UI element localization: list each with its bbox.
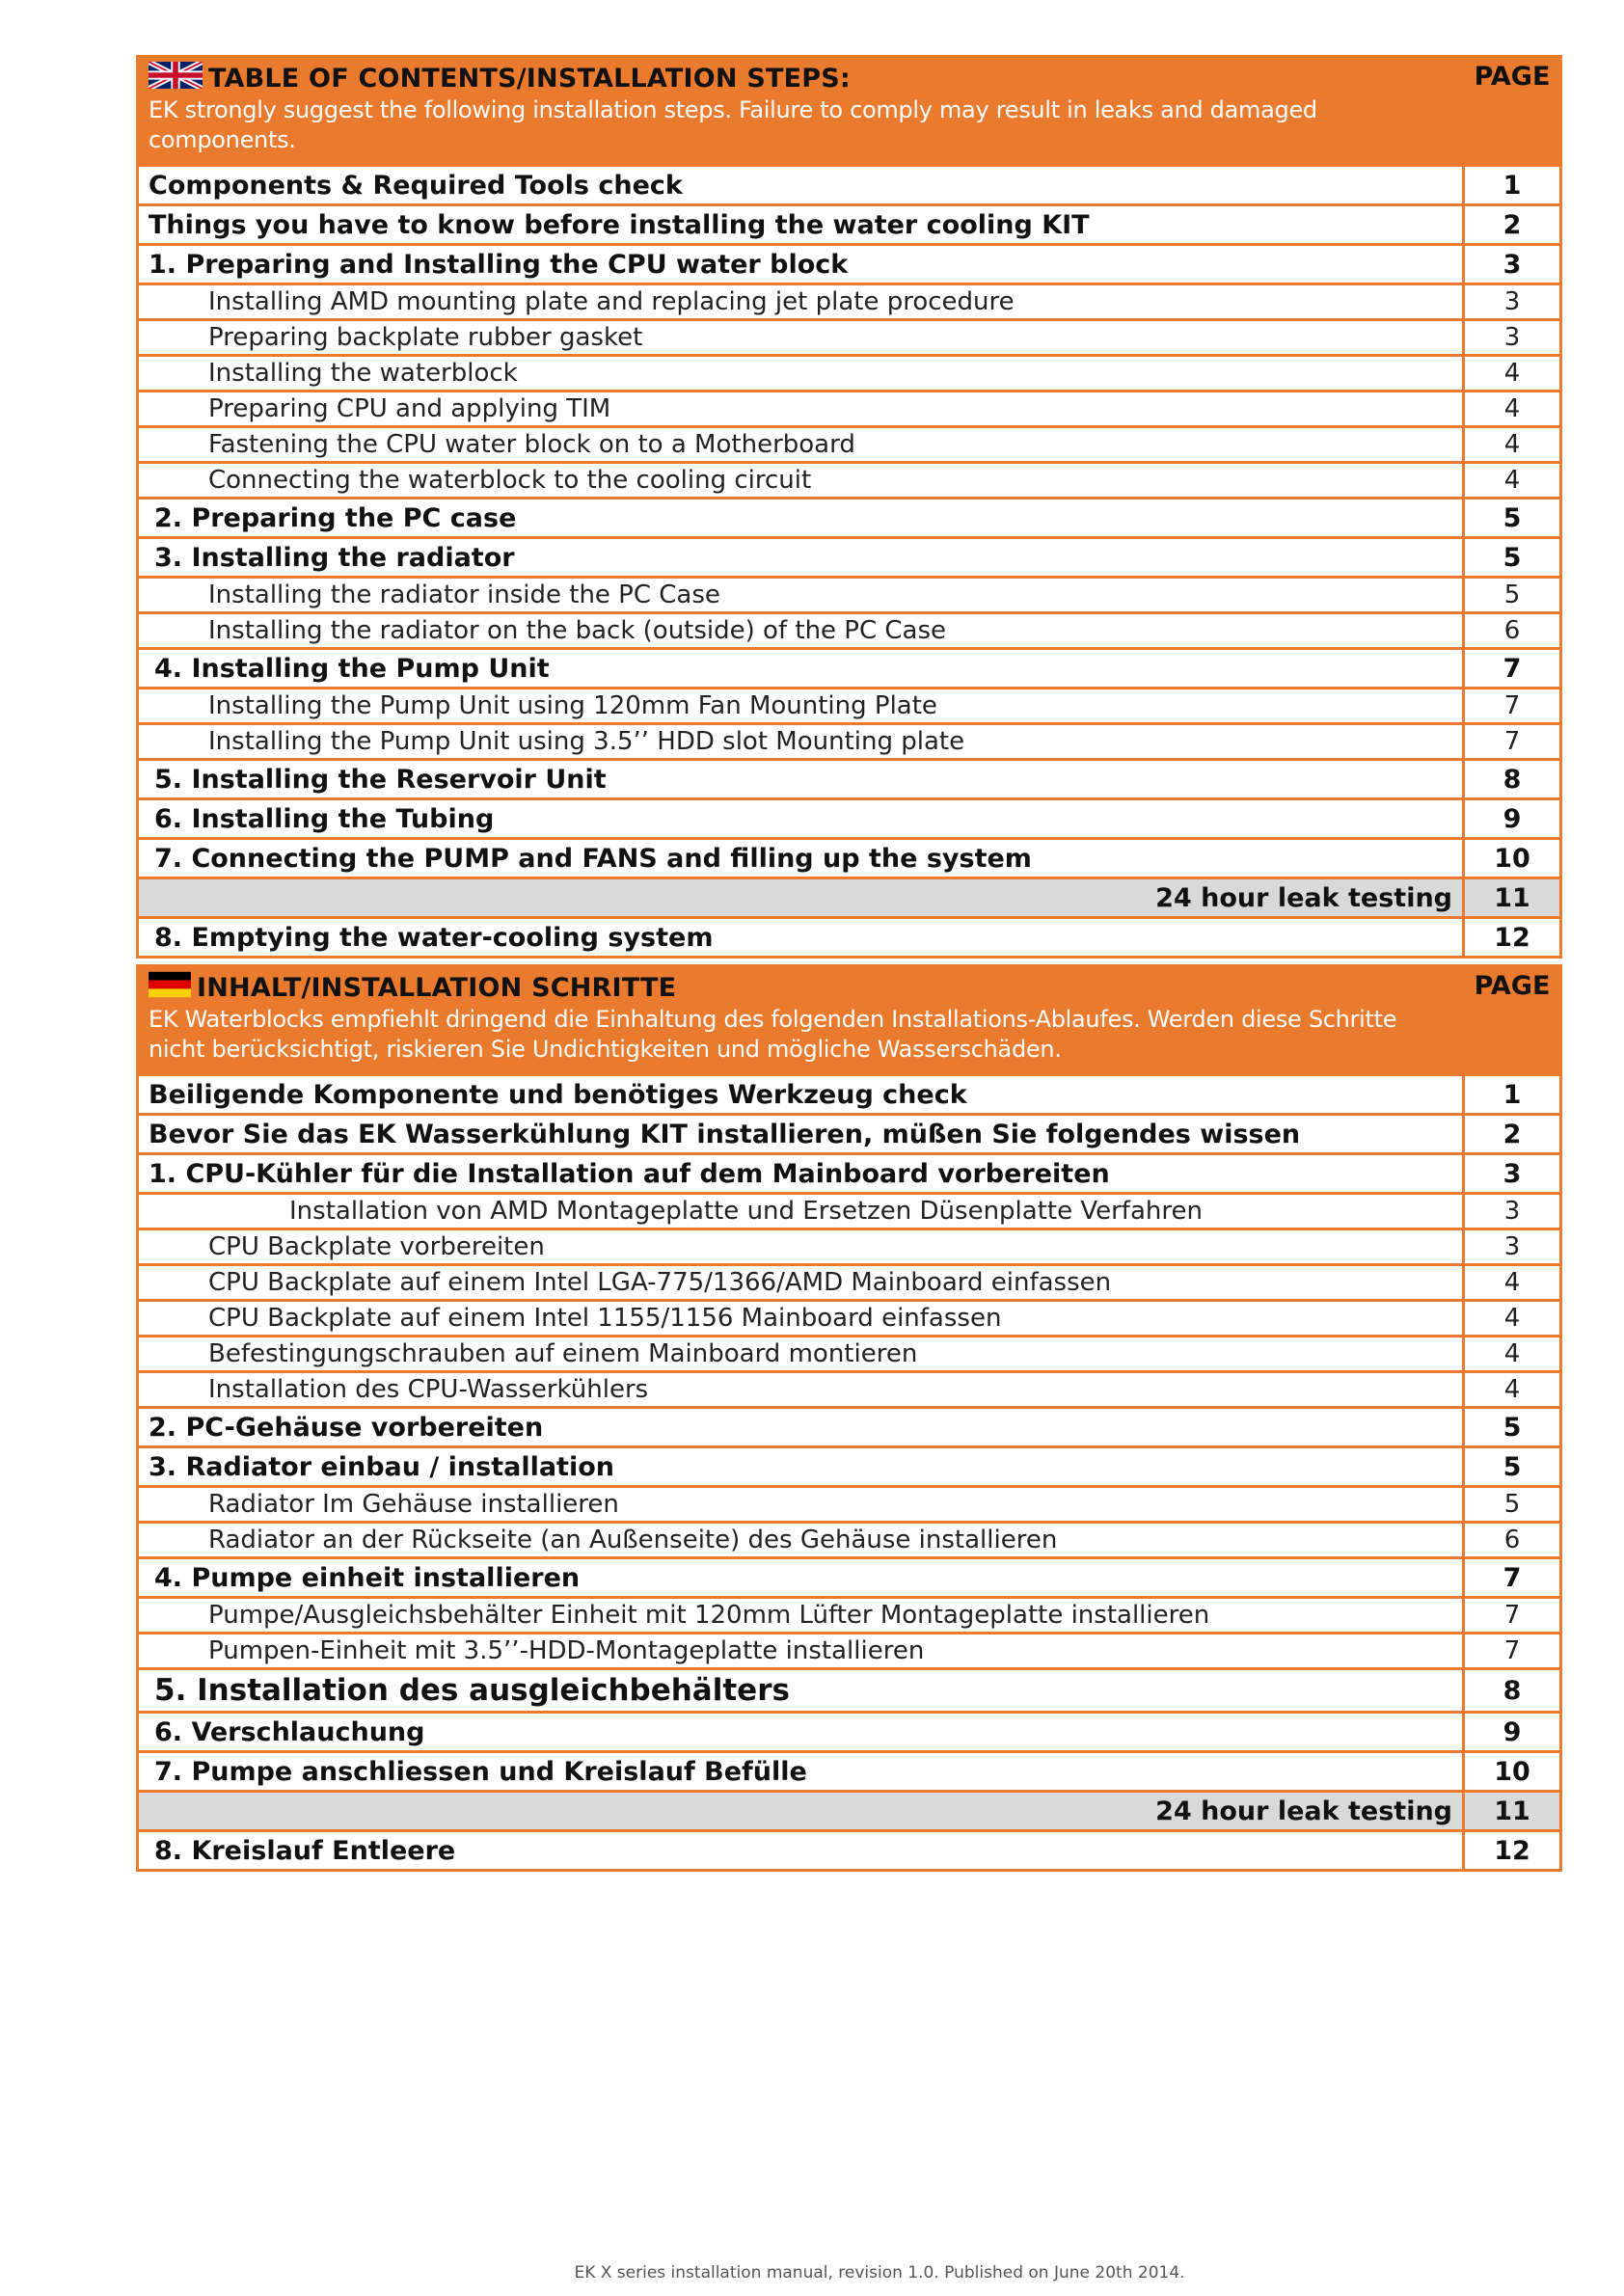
toc-row-leak-testing[interactable] bbox=[139, 877, 1559, 916]
toc-row-page: 7 bbox=[1502, 1562, 1522, 1593]
toc-row-text: Installation von AMD Montageplatte und Ersetzen Düsenplatte Verfahren bbox=[139, 1195, 1465, 1228]
page-column-header: PAGE bbox=[1474, 62, 1551, 92]
toc-row-page: 11 bbox=[1494, 882, 1530, 913]
toc-subrow[interactable] bbox=[139, 576, 1559, 611]
toc-subrow[interactable] bbox=[139, 1192, 1559, 1228]
toc-row-text: 5. Installing the Reservoir Unit bbox=[139, 761, 1465, 797]
toc-subrow[interactable] bbox=[139, 1370, 1559, 1406]
toc-subrow[interactable] bbox=[139, 1485, 1559, 1521]
toc-row-text: CPU Backplate auf einem Intel LGA-775/1366/AMD Mainboard einfassen bbox=[139, 1266, 1465, 1299]
toc-row-page: 4 bbox=[1503, 1339, 1521, 1368]
toc-row-text: 24 hour leak testing bbox=[139, 879, 1465, 916]
toc-subrow[interactable] bbox=[139, 461, 1559, 497]
toc-row-page: 5 bbox=[1503, 581, 1521, 609]
toc-row-text: 5. Installation des ausgleichbehälters bbox=[139, 1670, 1465, 1711]
toc-subtitle: EK strongly suggest the following installation steps. Failure to comply may result in leaks and damaged components. bbox=[149, 96, 1317, 153]
toc-row[interactable] bbox=[139, 1667, 1559, 1711]
toc-row-text: 8. Kreislauf Entleere bbox=[139, 1832, 1465, 1869]
toc-row-text: Installing the Pump Unit using 120mm Fan Mounting Plate bbox=[139, 689, 1465, 722]
toc-row-text: Installing the waterblock bbox=[139, 357, 1465, 390]
toc-subrow[interactable] bbox=[139, 687, 1559, 722]
toc-row-text: 6. Verschlauchung bbox=[139, 1714, 1465, 1750]
toc-row-page: 4 bbox=[1503, 1304, 1521, 1333]
toc-row[interactable] bbox=[139, 1113, 1559, 1152]
page-footer: EK X series installation manual, revision 1.0. Published on June 20th 2014. bbox=[574, 2263, 1185, 2282]
toc-row-page: 12 bbox=[1494, 922, 1530, 953]
toc-subrow[interactable] bbox=[139, 1632, 1559, 1667]
toc-row-page: 4 bbox=[1503, 430, 1521, 459]
toc-title: INHALT/INSTALLATION SCHRITTE bbox=[197, 973, 677, 1003]
toc-row-text: 8. Emptying the water-cooling system bbox=[139, 919, 1465, 956]
toc-row[interactable] bbox=[139, 536, 1559, 576]
toc-row-page: 8 bbox=[1502, 1675, 1522, 1706]
toc-row-page: 6 bbox=[1503, 1526, 1521, 1554]
toc-row[interactable] bbox=[139, 1750, 1559, 1790]
toc-row-page: 4 bbox=[1503, 359, 1521, 388]
toc-subrow[interactable] bbox=[139, 1596, 1559, 1632]
toc-row-text: Installation des CPU-Wasserkühlers bbox=[139, 1373, 1465, 1406]
toc-row-text: Pumpen-Einheit mit 3.5’’-HDD-Montageplatte installieren bbox=[139, 1634, 1465, 1667]
toc-row-text: Installing AMD mounting plate and replacing jet plate procedure bbox=[139, 285, 1465, 318]
toc-row-page: 4 bbox=[1503, 466, 1521, 495]
toc-row-text: 3. Radiator einbau / installation bbox=[139, 1448, 1465, 1485]
toc-row[interactable] bbox=[139, 243, 1559, 283]
toc-subrow[interactable] bbox=[139, 1263, 1559, 1299]
toc-header-english bbox=[139, 58, 1559, 164]
toc-row-text: Pumpe/Ausgleichsbehälter Einheit mit 120mm Lüfter Montageplatte installieren bbox=[139, 1599, 1465, 1632]
toc-row-text: 2. PC-Gehäuse vorbereiten bbox=[139, 1409, 1465, 1445]
toc-row-page: 4 bbox=[1503, 1375, 1521, 1404]
toc-row-page: 3 bbox=[1502, 1158, 1522, 1189]
toc-row-page: 5 bbox=[1502, 502, 1522, 533]
toc-row[interactable] bbox=[139, 1073, 1559, 1113]
toc-row[interactable] bbox=[139, 1445, 1559, 1485]
toc-row[interactable] bbox=[139, 758, 1559, 797]
toc-row-text: 7. Pumpe anschliessen und Kreislauf Befülle bbox=[139, 1753, 1465, 1790]
toc-row-text: Preparing backplate rubber gasket bbox=[139, 321, 1465, 354]
toc-row-page: 1 bbox=[1502, 170, 1522, 201]
toc-subrow[interactable] bbox=[139, 354, 1559, 390]
toc-row-page: 9 bbox=[1502, 803, 1522, 834]
toc-row-page: 3 bbox=[1503, 1232, 1521, 1261]
toc-row-text: CPU Backplate vorbereiten bbox=[139, 1230, 1465, 1263]
toc-row-text: Components & Required Tools check bbox=[139, 167, 1465, 203]
toc-row-page: 7 bbox=[1503, 1601, 1521, 1630]
toc-subrow[interactable] bbox=[139, 390, 1559, 425]
toc-row-text: 3. Installing the radiator bbox=[139, 539, 1465, 576]
toc-row-page: 11 bbox=[1494, 1796, 1530, 1826]
toc-row-text: Preparing CPU and applying TIM bbox=[139, 392, 1465, 425]
toc-row[interactable] bbox=[139, 497, 1559, 536]
toc-row-page: 5 bbox=[1502, 1412, 1522, 1443]
toc-row-text: Installing the radiator inside the PC Case bbox=[139, 579, 1465, 611]
toc-row[interactable] bbox=[139, 647, 1559, 687]
toc-subrow[interactable] bbox=[139, 283, 1559, 318]
toc-subrow[interactable] bbox=[139, 1335, 1559, 1370]
germany-flag-icon bbox=[149, 971, 191, 1005]
toc-subrow[interactable] bbox=[139, 1299, 1559, 1335]
toc-row[interactable] bbox=[139, 1711, 1559, 1750]
toc-subrow[interactable] bbox=[139, 425, 1559, 461]
toc-row-page: 3 bbox=[1503, 1197, 1521, 1226]
toc-row-page: 3 bbox=[1502, 249, 1522, 280]
toc-row-page: 10 bbox=[1494, 843, 1530, 874]
toc-row[interactable] bbox=[139, 164, 1559, 203]
toc-subrow[interactable] bbox=[139, 722, 1559, 758]
toc-subtitle: EK Waterblocks empfiehlt dringend die Einhaltung des folgenden Installations-Ablaufes. Werden diese Schritte nicht berücksichtigt, riskieren Sie Undichtigkeiten und mögliche Wasserschäden. bbox=[149, 1006, 1397, 1063]
toc-row-page: 7 bbox=[1503, 727, 1521, 756]
toc-row[interactable] bbox=[139, 203, 1559, 243]
toc-row-text: Installing the Pump Unit using 3.5’’ HDD slot Mounting plate bbox=[139, 725, 1465, 758]
toc-row-text: 6. Installing the Tubing bbox=[139, 800, 1465, 837]
toc-subrow[interactable] bbox=[139, 1228, 1559, 1263]
toc-row-page: 7 bbox=[1503, 691, 1521, 720]
toc-row-text: 24 hour leak testing bbox=[139, 1793, 1465, 1829]
toc-row-page: 2 bbox=[1502, 1119, 1522, 1149]
toc-row-text: CPU Backplate auf einem Intel 1155/1156 Mainboard einfassen bbox=[139, 1302, 1465, 1335]
toc-row[interactable] bbox=[139, 1556, 1559, 1596]
toc-row-page: 7 bbox=[1503, 1636, 1521, 1665]
toc-subrow[interactable] bbox=[139, 318, 1559, 354]
toc-row-text: Befestingungschrauben auf einem Mainboard montieren bbox=[139, 1337, 1465, 1370]
toc-row-text: Things you have to know before installing the water cooling KIT bbox=[139, 206, 1465, 243]
toc-row-page: 10 bbox=[1494, 1756, 1530, 1787]
page-column-header: PAGE bbox=[1474, 971, 1551, 1001]
toc-row-page: 2 bbox=[1502, 209, 1522, 240]
toc-row-page: 4 bbox=[1503, 1268, 1521, 1297]
toc-title: TABLE OF CONTENTS/INSTALLATION STEPS: bbox=[208, 64, 851, 94]
toc-row-page: 1 bbox=[1502, 1079, 1522, 1110]
toc-row-page: 3 bbox=[1503, 323, 1521, 352]
toc-row-text: 4. Installing the Pump Unit bbox=[139, 650, 1465, 687]
toc-row-text: Radiator Im Gehäuse installieren bbox=[139, 1488, 1465, 1521]
toc-row-text: Fastening the CPU water block on to a Motherboard bbox=[139, 428, 1465, 461]
toc-row-text: Radiator an der Rückseite (an Außenseite) des Gehäuse installieren bbox=[139, 1524, 1465, 1556]
toc-row-text: Connecting the waterblock to the cooling circuit bbox=[139, 464, 1465, 497]
toc-row[interactable] bbox=[139, 916, 1559, 956]
toc-row-text: 2. Preparing the PC case bbox=[139, 500, 1465, 536]
toc-row-text: 7. Connecting the PUMP and FANS and filling up the system bbox=[139, 840, 1465, 877]
toc-row-page: 5 bbox=[1502, 1451, 1522, 1482]
toc-row-page: 5 bbox=[1502, 542, 1522, 573]
toc-row[interactable] bbox=[139, 837, 1559, 877]
toc-table-german bbox=[136, 964, 1562, 1872]
toc-row[interactable] bbox=[139, 1406, 1559, 1445]
toc-subrow[interactable] bbox=[139, 611, 1559, 647]
toc-row-text: Installing the radiator on the back (outside) of the PC Case bbox=[139, 614, 1465, 647]
toc-header-german bbox=[139, 967, 1559, 1073]
toc-row[interactable] bbox=[139, 1152, 1559, 1192]
toc-row-page: 8 bbox=[1502, 764, 1522, 795]
toc-row-page: 7 bbox=[1502, 653, 1522, 684]
toc-row[interactable] bbox=[139, 797, 1559, 837]
toc-row[interactable] bbox=[139, 1829, 1559, 1869]
toc-row-text: 1. CPU-Kühler für die Installation auf dem Mainboard vorbereiten bbox=[139, 1155, 1465, 1192]
toc-row-page: 5 bbox=[1503, 1490, 1521, 1519]
toc-row-page: 12 bbox=[1494, 1835, 1530, 1866]
toc-row-leak-testing[interactable] bbox=[139, 1790, 1559, 1829]
toc-row-text: 1. Preparing and Installing the CPU water block bbox=[139, 246, 1465, 283]
toc-row-text: 4. Pumpe einheit installieren bbox=[139, 1559, 1465, 1596]
toc-row-text: Beiligende Komponente und benötiges Werkzeug check bbox=[139, 1076, 1465, 1113]
toc-row-page: 9 bbox=[1502, 1716, 1522, 1747]
toc-row-text: Bevor Sie das EK Wasserkühlung KIT installieren, müßen Sie folgendes wissen bbox=[139, 1116, 1465, 1152]
toc-table-english bbox=[136, 55, 1562, 959]
uk-flag-icon bbox=[149, 62, 203, 95]
toc-row-page: 6 bbox=[1503, 616, 1521, 645]
toc-row-page: 4 bbox=[1503, 394, 1521, 423]
toc-subrow[interactable] bbox=[139, 1521, 1559, 1556]
toc-row-page: 3 bbox=[1503, 287, 1521, 316]
